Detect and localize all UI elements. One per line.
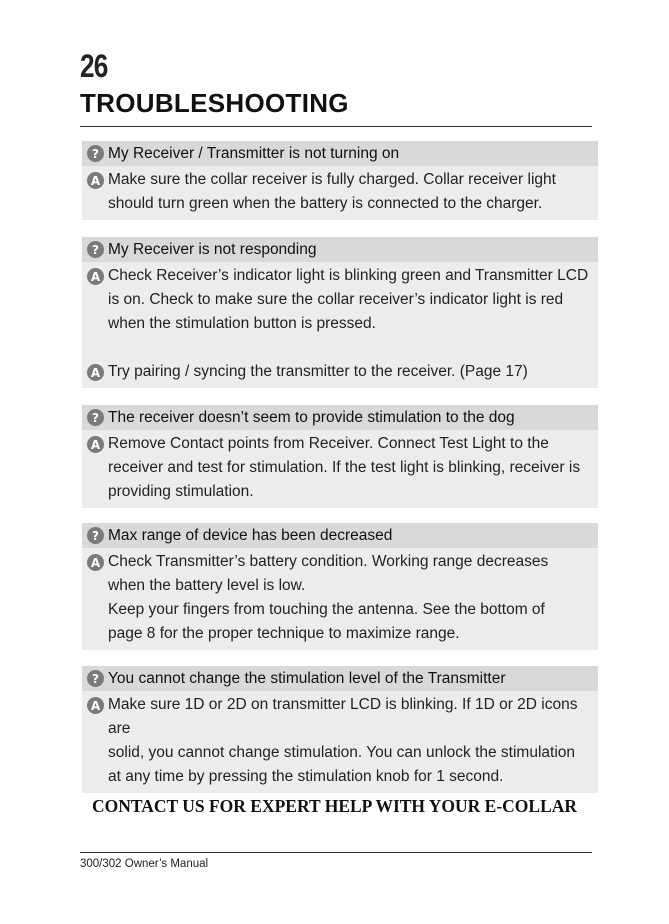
answer-icon: A bbox=[87, 697, 104, 714]
footer-divider bbox=[80, 852, 592, 853]
title-divider bbox=[80, 126, 592, 127]
faq-item bbox=[82, 141, 598, 220]
answer-icon: A bbox=[87, 554, 104, 571]
answer-text: Make sure 1D or 2D on transmitter LCD is blinking. If 1D or 2D icons are solid, you cannot change stimulation. You can unlock the stimulation at any time by pressing the stimulation knob for 1 second. bbox=[108, 696, 578, 785]
faq-item bbox=[82, 405, 598, 508]
question-mark-icon: ? bbox=[87, 527, 104, 544]
faq-answer bbox=[82, 264, 598, 336]
faq-answer bbox=[82, 168, 598, 216]
page-title: TROUBLESHOOTING bbox=[80, 88, 349, 118]
faq-question bbox=[82, 405, 598, 430]
question-mark-icon: ? bbox=[87, 241, 104, 258]
page-number: 26 bbox=[80, 48, 108, 84]
faq-question bbox=[82, 666, 598, 691]
question-text: My Receiver is not responding bbox=[108, 240, 317, 258]
faq-answer bbox=[82, 693, 598, 789]
faq-question bbox=[82, 523, 598, 548]
answer-text: Check Receiver’s indicator light is blinking green and Transmitter LCD is on. Check to make sure the collar receiver’s indicator light is red when the stimulation button is pressed. bbox=[108, 267, 589, 332]
question-mark-icon: ? bbox=[87, 670, 104, 687]
faq-answer bbox=[82, 360, 598, 384]
answer-text: Remove Contact points from Receiver. Connect Test Light to the receiver and test for stimulation. If the test light is blinking, receiver is providing stimulation. bbox=[108, 435, 581, 500]
faq-answer bbox=[82, 550, 598, 646]
answer-icon: A bbox=[87, 172, 104, 189]
question-text: Max range of device has been decreased bbox=[108, 526, 393, 544]
answer-text: Check Transmitter’s battery condition. Working range decreases when the battery level is low. Keep your fingers from touching the antenna. See the bottom of page 8 for the proper technique to maximize range. bbox=[108, 553, 549, 642]
faq-question bbox=[82, 237, 598, 262]
question-text: The receiver doesn’t seem to provide stimulation to the dog bbox=[108, 408, 515, 426]
question-mark-icon: ? bbox=[87, 145, 104, 162]
question-text: You cannot change the stimulation level of the Transmitter bbox=[108, 669, 506, 687]
contact-banner: CONTACT US FOR EXPERT HELP WITH YOUR E-COLLAR bbox=[91, 796, 578, 816]
faq-item bbox=[82, 666, 598, 793]
answer-icon: A bbox=[87, 436, 104, 453]
faq-item bbox=[82, 237, 598, 388]
faq-item bbox=[82, 523, 598, 650]
question-text: My Receiver / Transmitter is not turning on bbox=[108, 144, 400, 162]
answer-text: Make sure the collar receiver is fully charged. Collar receiver light should turn green when the battery is connected to the charger. bbox=[108, 171, 556, 212]
faq-question bbox=[82, 141, 598, 166]
question-mark-icon: ? bbox=[87, 409, 104, 426]
answer-icon: A bbox=[87, 268, 104, 285]
answer-text: Try pairing / syncing the transmitter to the receiver. (Page 17) bbox=[108, 363, 528, 380]
footer-manual-title: 300/302 Owner’s Manual bbox=[80, 858, 209, 870]
faq-answer bbox=[82, 432, 598, 504]
answer-icon: A bbox=[87, 364, 104, 381]
